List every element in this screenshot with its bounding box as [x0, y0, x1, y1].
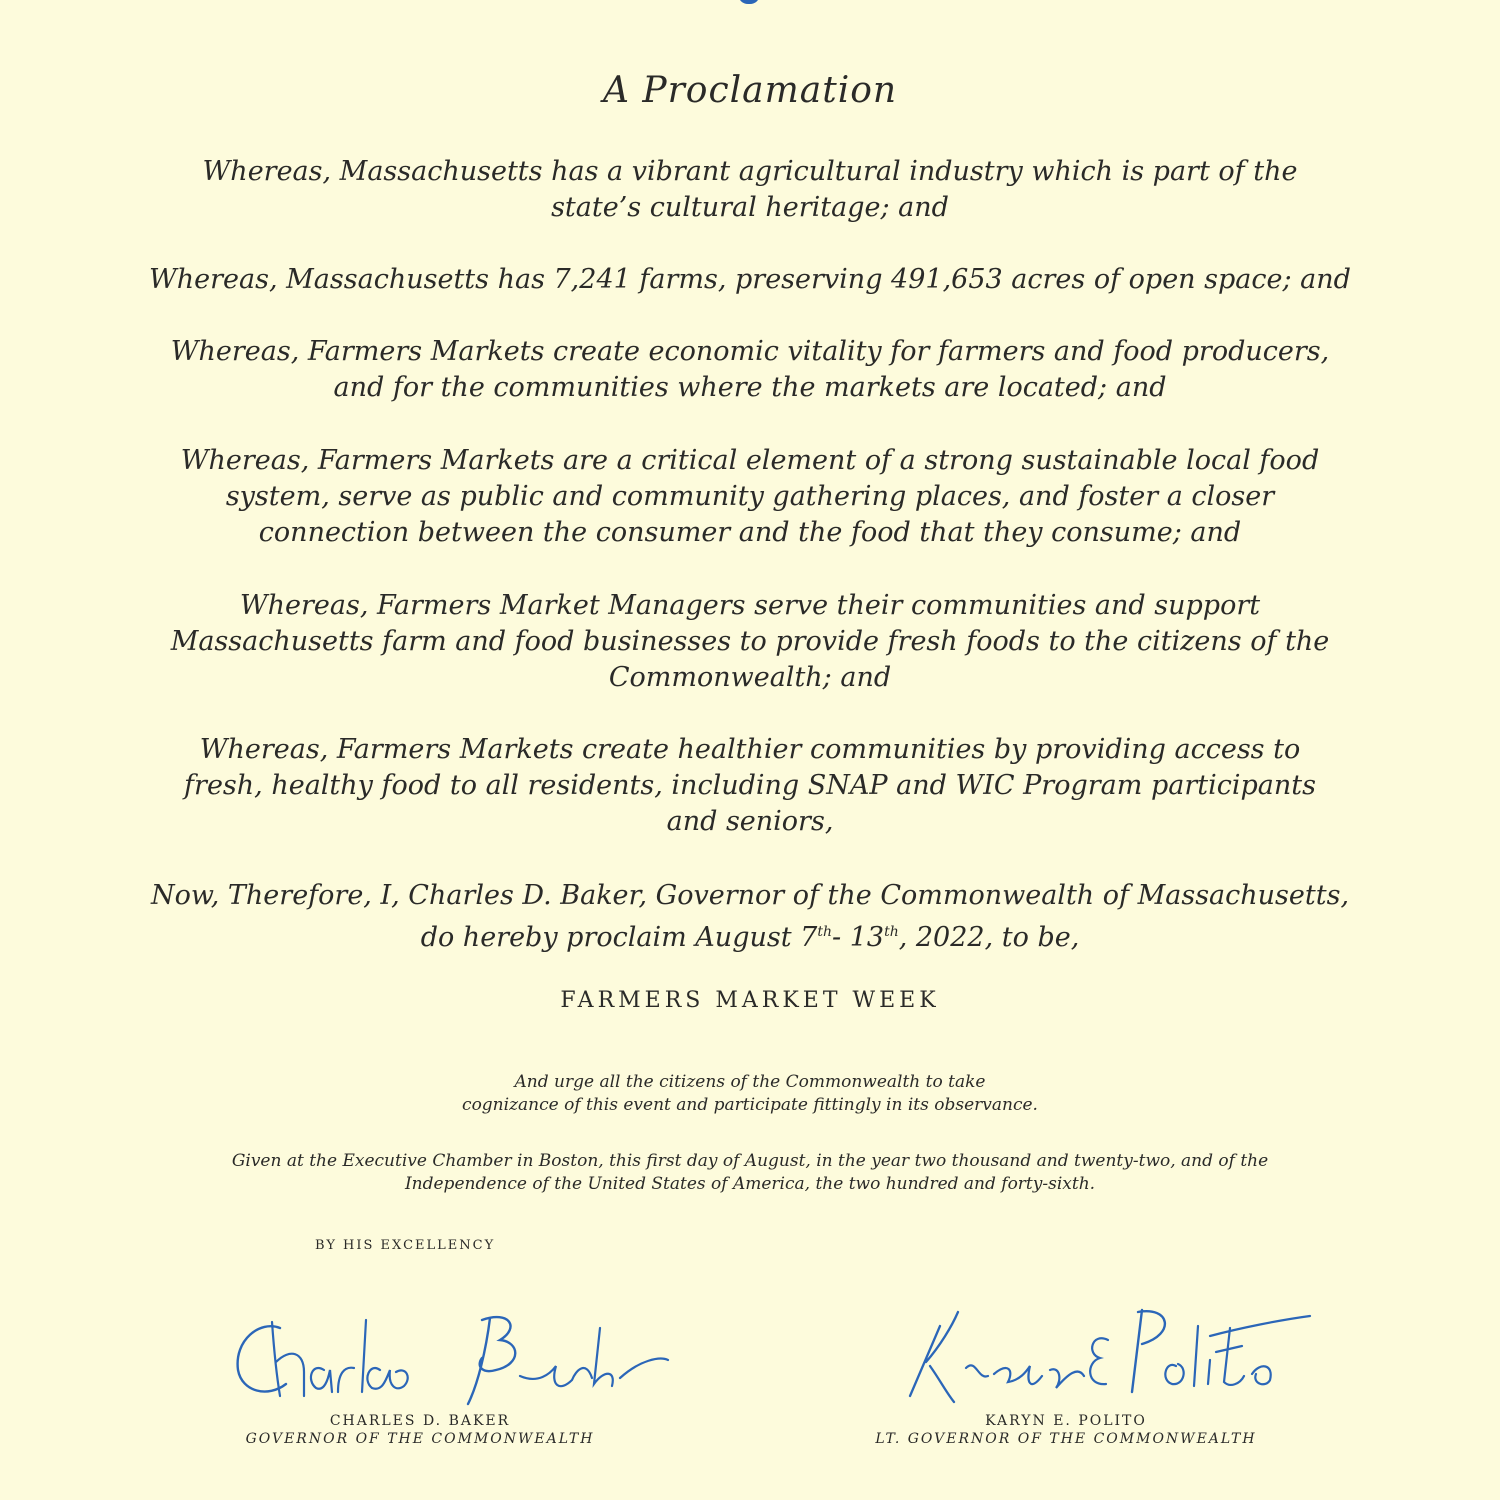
whereas-paragraph-6: [120, 732, 1380, 840]
text-line: Massachusetts farm and food businesses to provide fresh foods to the citizens of the: [170, 626, 1330, 657]
text-line: [120, 914, 1380, 956]
text-line: Commonwealth; and: [608, 662, 892, 693]
text-line: state’s cultural heritage; and: [551, 192, 949, 223]
governor-signature: [220, 1300, 680, 1410]
text-line: and for the communities where the markets are located; and: [333, 372, 1167, 403]
signatory-title: GOVERNOR OF THE COMMONWEALTH: [245, 1431, 595, 1447]
given-paragraph: [0, 1150, 1500, 1196]
lt-governor-signature-block: [826, 1413, 1306, 1447]
whereas-paragraph-5: [120, 588, 1380, 696]
lt-governor-signature: [880, 1296, 1320, 1426]
text-line: Whereas, Massachusetts has a vibrant agricultural industry which is part of the: [202, 156, 1298, 187]
whereas-paragraph-2: [120, 262, 1380, 298]
date-text-start: do hereby proclaim August 7: [420, 922, 818, 953]
text-line: Whereas, Massachusetts has 7,241 farms, preserving 491,653 acres of open space; and: [149, 264, 1351, 295]
text-line: Whereas, Farmers Market Managers serve their communities and support: [239, 590, 1261, 621]
governor-signature-block: [180, 1413, 660, 1447]
whereas-paragraph-3: [120, 334, 1380, 406]
whereas-paragraph-4: [120, 443, 1380, 551]
text-line: Independence of the United States of America, the two hundred and forty-sixth.: [404, 1174, 1096, 1194]
text-line: cognizance of this event and participate fittingly in its observance.: [462, 1095, 1038, 1115]
text-line: Whereas, Farmers Markets create healthier communities by providing access to: [199, 734, 1301, 765]
text-line: Whereas, Farmers Markets create economic vitality for farmers and food producers,: [170, 336, 1330, 367]
proclamation-title: A Proclamation: [602, 70, 898, 111]
text-line: Given at the Executive Chamber in Boston, this first day of August, in the year two thousand and twenty-two, and of the: [231, 1151, 1269, 1171]
text-line: and seniors,: [666, 806, 834, 837]
text-line: fresh, healthy food to all residents, including SNAP and WIC Program participants: [184, 770, 1316, 801]
proclaimed-week-heading: FARMERS MARKET WEEK: [560, 988, 940, 1013]
text-line: And urge all the citizens of the Commonwealth to take: [514, 1072, 986, 1092]
ordinal-suffix: th: [817, 924, 832, 940]
by-his-excellency-label: BY HIS EXCELLENCY: [315, 1238, 496, 1253]
whereas-paragraph-1: [120, 154, 1380, 226]
signatory-name: CHARLES D. BAKER: [329, 1413, 511, 1429]
text-line: Whereas, Farmers Markets are a critical element of a strong sustainable local food: [180, 445, 1320, 476]
signatory-title: LT. GOVERNOR OF THE COMMONWEALTH: [875, 1431, 1257, 1447]
text-line: system, serve as public and community gathering places, and foster a closer: [225, 481, 1275, 512]
date-text-end: , 2022, to be,: [898, 922, 1080, 953]
text-line: connection between the consumer and the food that they consume; and: [258, 517, 1242, 548]
urge-paragraph: [0, 1071, 1500, 1117]
signatory-name: KARYN E. POLITO: [985, 1413, 1147, 1429]
date-text-mid: - 13: [832, 922, 885, 953]
therefore-paragraph: [120, 878, 1380, 956]
ordinal-suffix: th: [884, 924, 899, 940]
text-line: Now, Therefore, I, Charles D. Baker, Governor of the Commonwealth of Massachusetts,: [150, 880, 1350, 911]
seal-fragment: [738, 0, 760, 4]
